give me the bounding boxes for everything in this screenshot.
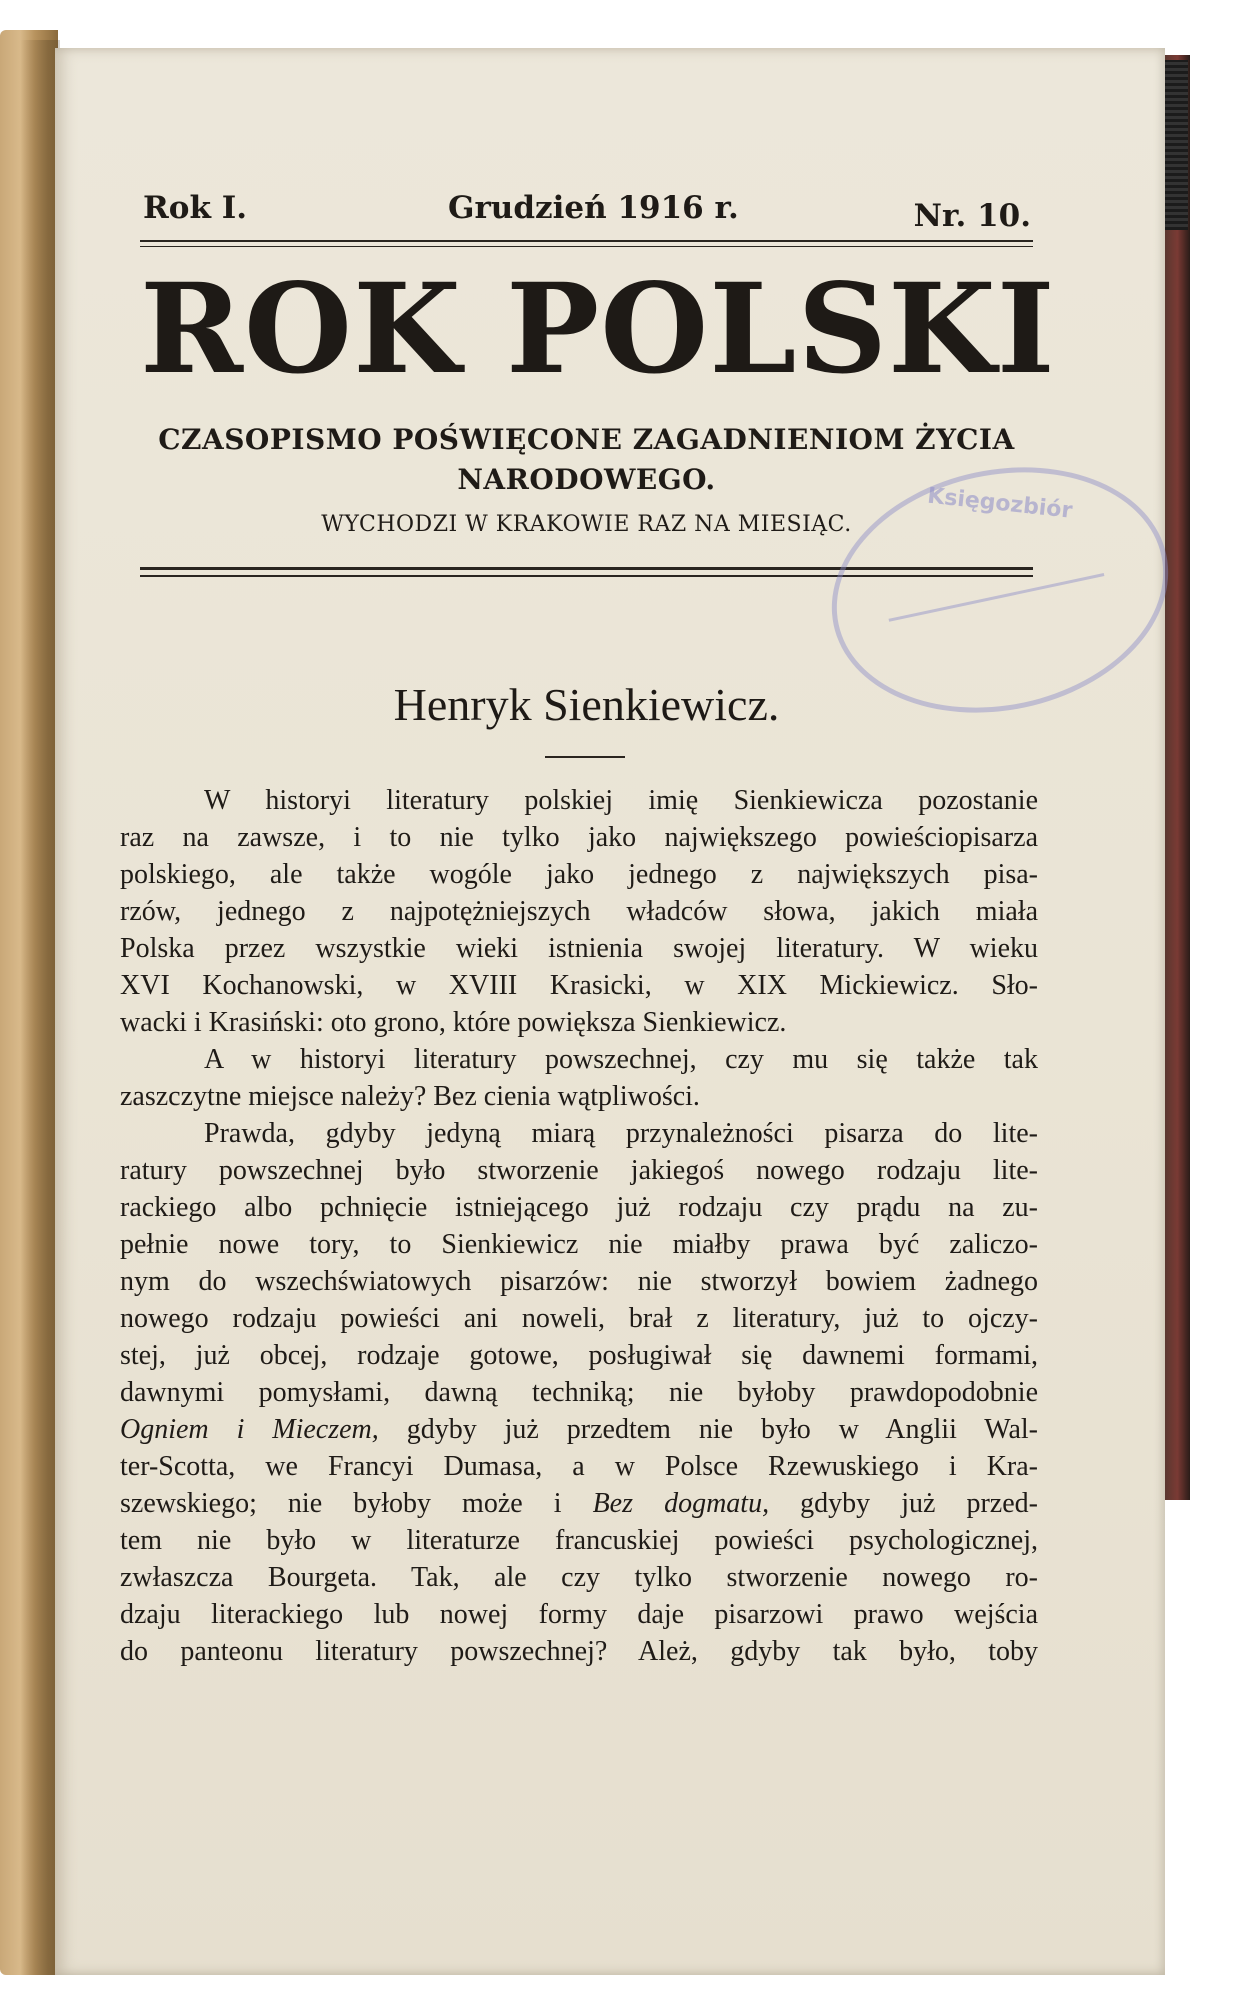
text-line: rzów, jednego z najpotężniejszych władców słowa, jakich miała — [120, 896, 1038, 927]
page-edge — [20, 40, 60, 1975]
text-line: ratury powszechnej było stworzenie jakiegoś nowego rodzaju lite- — [120, 1155, 1038, 1186]
text-line — [120, 1411, 1038, 1448]
text-fragment: gdyby już przed- — [769, 1488, 1038, 1519]
subtitle-line-2: NARODOWEGO. — [457, 463, 716, 496]
masthead-subtitle — [130, 420, 1043, 500]
italic-title: Bez dogmatu, — [592, 1488, 770, 1519]
masthead-frequency: WYCHODZI W KRAKOWIE RAZ NA MIESIĄC. — [321, 512, 852, 537]
text-line: do panteonu literatury powszechnej? Ależ, gdyby tak było, toby — [120, 1636, 1038, 1667]
issue-header — [143, 190, 1031, 234]
text-line: rackiego albo pchnięcie istniejącego już rodzaju czy prądu na zu- — [120, 1192, 1038, 1223]
text-line: A w historyi literatury powszechnej, czy mu się także tak — [204, 1044, 1038, 1075]
italic-title: Ogniem i Mieczem, — [120, 1414, 379, 1445]
issue-year: Rok I. — [143, 190, 248, 226]
text-line: wacki i Krasiński: oto grono, które powiększa Sienkiewicz. — [120, 1007, 787, 1038]
text-line: raz na zawsze, i to nie tylko jako największego powieściopisarza — [120, 822, 1038, 853]
stamp-text: Księgozbiór — [926, 483, 1074, 524]
header-rule-thin — [140, 246, 1033, 247]
text-line: Prawda, gdyby jedyną miarą przynależności pisarza do lite- — [204, 1118, 1038, 1149]
header-rule-top — [140, 240, 1033, 242]
text-line: polskiego, ale także wogóle jako jednego z największych pisa- — [120, 859, 1038, 890]
text-line: zaszczytne miejsce należy? Bez cienia wątpliwości. — [120, 1081, 700, 1112]
text-line: Polska przez wszystkie wieki istnienia swojej literatury. W wieku — [120, 933, 1038, 964]
text-line: W historyi literatury polskiej imię Sienkiewicza pozostanie — [204, 785, 1038, 816]
issue-date: Grudzień 1916 r. — [448, 190, 739, 226]
subtitle-line-1: CZASOPISMO POŚWIĘCONE ZAGADNIENIOM ŻYCIA — [158, 423, 1015, 456]
text-line: dawnymi pomysłami, dawną techniką; nie byłoby prawdopodobnie — [120, 1377, 1038, 1408]
article-body — [120, 782, 1038, 1670]
title-divider — [545, 756, 625, 758]
text-line: pełnie nowe tory, to Sienkiewicz nie miałby prawa być zaliczo- — [120, 1229, 1038, 1260]
stamp-line — [889, 573, 1105, 622]
masthead-title: ROK POLSKI — [140, 257, 1056, 402]
article-title: Henryk Sienkiewicz. — [393, 679, 780, 730]
text-line: ter-Scotta, we Francyi Dumasa, a w Polsce Rzewuskiego i Kra- — [120, 1451, 1038, 1482]
text-line: tem nie było w literaturze francuskiej powieści psychologicznej, — [120, 1525, 1038, 1556]
text-fragment: szewskiego; nie byłoby może i — [120, 1488, 593, 1519]
text-line: dzaju literackiego lub nowej formy daje pisarzowi prawo wejścia — [120, 1599, 1038, 1630]
text-line: XVI Kochanowski, w XVIII Krasicki, w XIX Mickiewicz. Sło- — [120, 970, 1038, 1001]
text-fragment: gdyby już przedtem nie było w Anglii Wal- — [378, 1414, 1038, 1445]
text-line: zwłaszcza Bourgeta. Tak, ale czy tylko stworzenie nowego ro- — [120, 1562, 1038, 1593]
text-line: nowego rodzaju powieści ani noweli, brał z literatury, już to ojczy- — [120, 1303, 1038, 1334]
text-line: stej, już obcej, rodzaje gotowe, posługiwał się dawnemi formami, — [120, 1340, 1038, 1371]
issue-number: Nr. 10. — [913, 198, 1031, 234]
text-line — [120, 1485, 1038, 1522]
text-line: nym do wszechświatowych pisarzów: nie stworzył bowiem żadnego — [120, 1266, 1038, 1297]
